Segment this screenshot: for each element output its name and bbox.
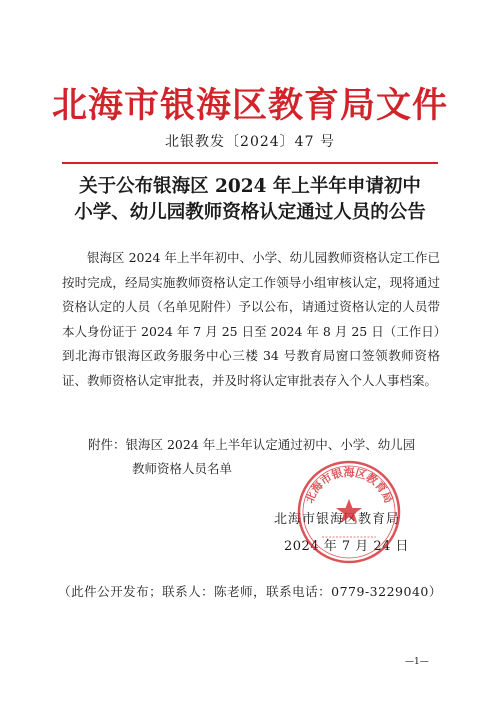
red-separator-line: [62, 162, 438, 164]
attachment-line-1: 附件：银海区 2024 年上半年认定通过初中、小学、幼儿园: [88, 437, 416, 452]
page-number: —1—: [405, 657, 429, 667]
issuer-name: 北海市银海区教育局: [274, 512, 401, 527]
notice-title: [0, 174, 500, 226]
seal-text: 北海市银海区教育局: [302, 466, 396, 506]
contact-info: （此件公开发布；联系人：陈老师，联系电话：0779-3229040）: [58, 584, 442, 599]
document-number: 北银教发〔2024〕47 号: [165, 134, 335, 150]
notice-title-line-2: 小学、幼儿园教师资格认定通过人员的公告: [74, 202, 426, 223]
notice-title-line-1: 关于公布银海区 2024 年上半年申请初中: [79, 176, 421, 197]
notice-body: [62, 246, 440, 393]
notice-body-paragraph: 银海区 2024 年上半年初中、小学、幼儿园教师资格认定工作已按时完成，经局实施教师资格认定工作领导小组审核认定，现将通过资格认定的人员（名单见附件）予以公布，请通过资格认定的人员带本人身份证于 2024 年 7 月 25 日至 2024 年 8 月 25 日（工作日）到北海市银海区政务服务中心三楼 34 号教育局窗口签领教师资格证、教师资格认定审批表，并及时将认定审批表存入个人人事档案。: [62, 250, 440, 388]
official-seal-icon: [294, 457, 404, 567]
document-header-title: 北海市银海区教育局文件: [51, 86, 448, 126]
issue-date: 2024 年 7 月 24 日: [284, 539, 410, 554]
attachment-line-2: 教师资格人员名单: [132, 461, 233, 476]
